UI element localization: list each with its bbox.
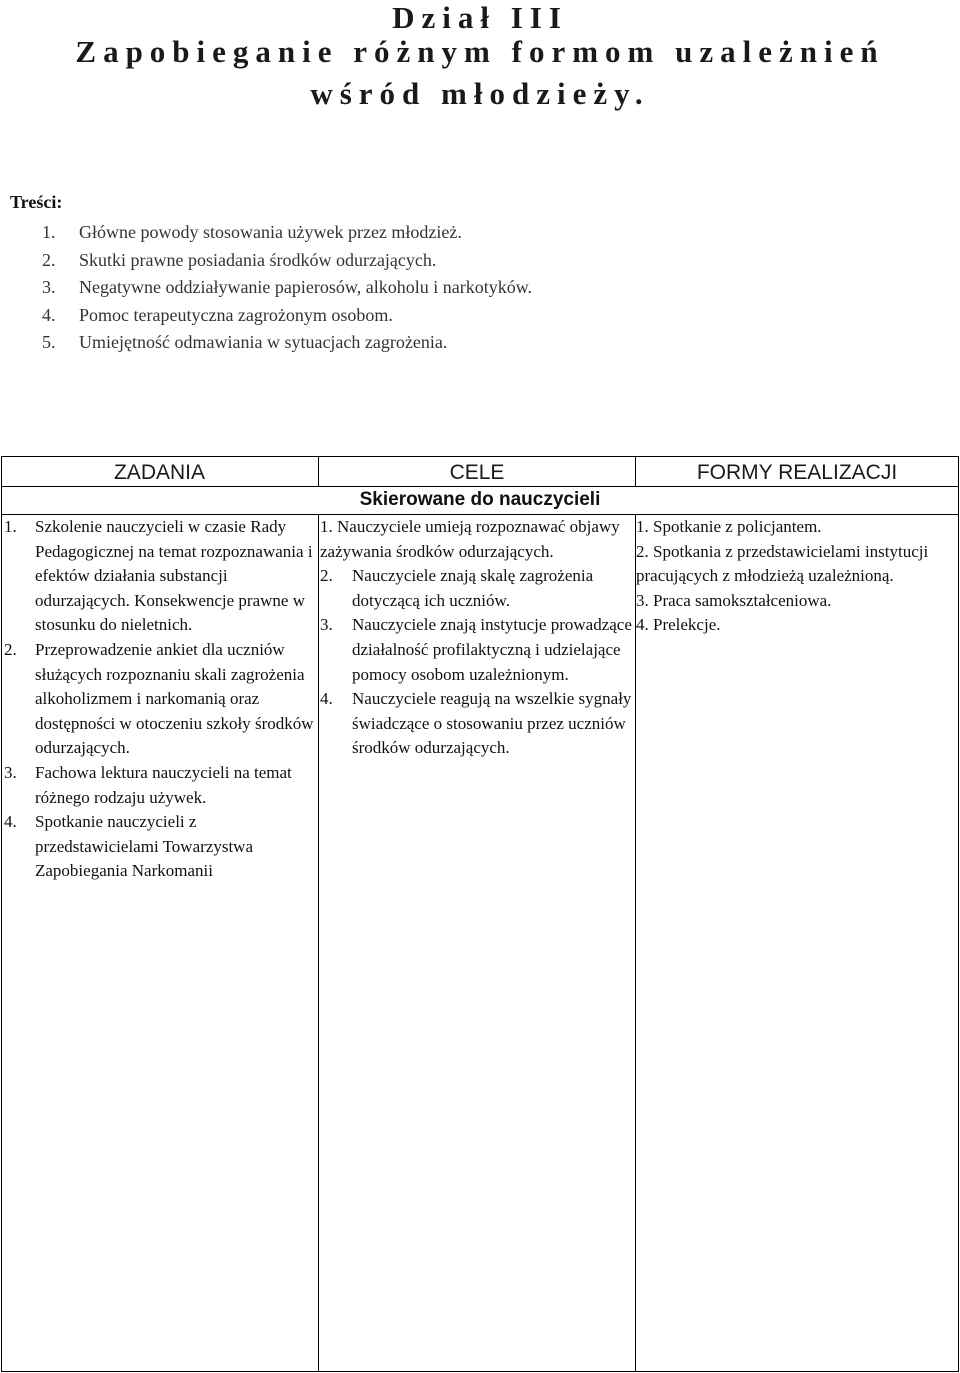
section-title: Zapobieganie różnym formom uzależnień — [75, 34, 885, 69]
list-item-text: Nauczyciele znają instytucje prowadzące działalność profilaktyczną i udzielające pomocy osobom uzależnionym. — [352, 615, 632, 684]
list-item — [42, 219, 532, 247]
list-item-text: Umiejętność odmawiania w sytuacjach zagrożenia. — [79, 332, 448, 352]
list-item-number: 1. — [42, 222, 56, 242]
list-item — [320, 687, 632, 761]
list-item-text: Negatywne oddziaływanie papierosów, alkoholu i narkotyków. — [79, 277, 533, 297]
list-item — [42, 329, 532, 357]
list-item — [320, 613, 632, 687]
list-item — [320, 564, 632, 613]
list-item-number: 1. — [4, 517, 17, 536]
list-item-number: 4. — [4, 812, 17, 832]
list-item-number: 3. — [320, 615, 333, 635]
section-heading: Dział III — [392, 0, 568, 35]
list-item: 3. Praca samokształceniowa. — [636, 590, 832, 610]
column-header-zadania: ZADANIA — [113, 461, 205, 484]
column-divider — [318, 456, 319, 1372]
cele-cell — [320, 515, 632, 761]
contents-list — [42, 219, 532, 357]
formy-cell — [636, 515, 954, 638]
list-item — [4, 638, 314, 761]
list-item-text: Spotkanie nauczycieli z przedstawicielami Towarzystwa Zapobiegania Narkomanii — [35, 812, 253, 881]
list-item-number: 4. — [42, 304, 56, 325]
list-item — [42, 302, 532, 330]
list-item: 1. Nauczyciele umieją rozpoznawać objawy zażywania środków odurzających. — [320, 517, 620, 561]
list-item-number: 2. — [4, 639, 17, 659]
list-item: 4. Prelekcje. — [636, 615, 721, 635]
column-header-formy: FORMY REALIZACJI — [696, 461, 898, 484]
list-item-number: 3. — [42, 277, 56, 297]
list-item-number: 4. — [320, 689, 333, 709]
list-item-text: Pomoc terapeutyczna zagrożonym osobom. — [79, 304, 393, 325]
contents-label: Treści: — [10, 192, 63, 212]
list-item-text: Skutki prawne posiadania środków odurzających. — [79, 249, 437, 270]
column-header-cele: CELE — [449, 461, 505, 484]
list-item-number: 2. — [320, 566, 333, 586]
list-item-number: 3. — [4, 762, 17, 782]
list-item — [4, 810, 314, 884]
list-item — [4, 761, 314, 810]
list-item-number: 5. — [42, 332, 56, 352]
list-item — [4, 515, 314, 638]
list-item-text: Fachowa lektura nauczycieli na temat różnego rodzaju używek. — [35, 762, 292, 807]
list-item-text: Nauczyciele znają skalę zagrożenia dotyczącą ich uczniów. — [352, 566, 594, 610]
list-item-text: Nauczyciele reagują na wszelkie sygnały świadczące o stosowaniu przez uczniów środków odurzających. — [352, 689, 632, 758]
table-subheader: Skierowane do nauczycieli — [359, 489, 601, 510]
list-item-number: 2. — [42, 249, 56, 270]
zadania-cell — [4, 515, 314, 884]
list-item: 2. Spotkania z przedstawicielami instytucji pracujących z młodzieżą uzależnioną. — [636, 541, 929, 586]
list-item: 1. Spotkanie z policjantem. — [636, 517, 822, 536]
list-item-text: Przeprowadzenie ankiet dla uczniów służących rozpoznaniu skali zagrożenia alkoholizmem i narkomanią oraz dostępności w otoczeniu szkoły środków odurzających. — [35, 639, 314, 758]
list-item-text: Szkolenie nauczycieli w czasie Rady Pedagogicznej na temat rozpoznawania i efektów działania substancji odurzających. Konsekwencje prawne w stosunku do nieletnich. — [35, 517, 313, 635]
section-title-cont: wśród młodzieży. — [310, 76, 650, 111]
list-item — [42, 247, 532, 275]
list-item — [42, 274, 532, 302]
list-item-text: Główne powody stosowania używek przez młodzież. — [79, 222, 462, 242]
